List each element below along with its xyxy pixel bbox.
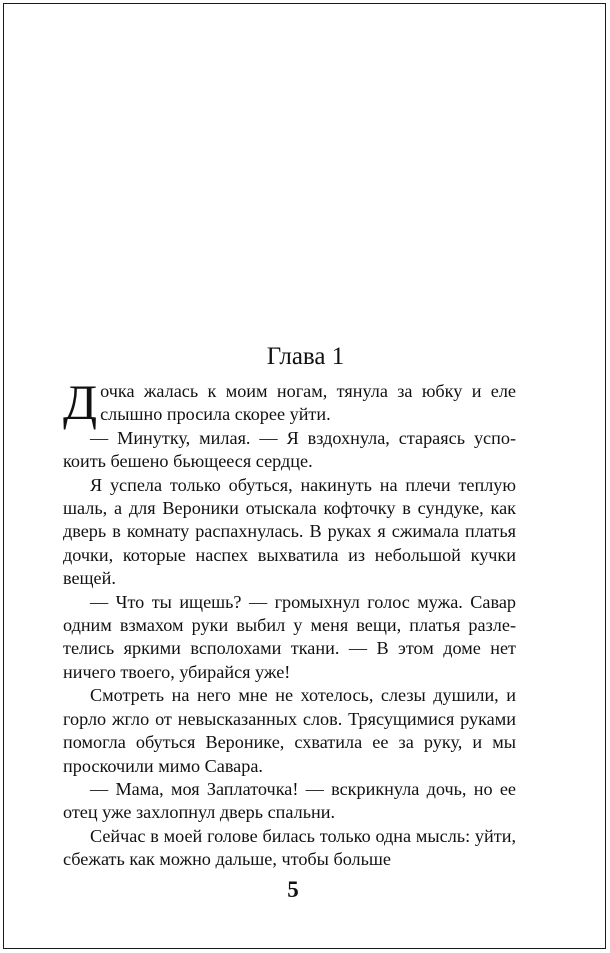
paragraph [63, 374, 516, 430]
body-text [63, 374, 516, 872]
paragraph: Сейчас в моей голове билась только одна мысль: уйти, сбежать как можно дальше, чтобы больше [63, 825, 516, 870]
paragraph: — Минутку, милая. — Я вздохнула, стараясь успокоить бешено бьющееся сердце. [63, 427, 516, 472]
paragraph-text: очка жалась к моим ногам, тянула за юбку и еле слышно просила скорее уйти. [100, 381, 516, 425]
drop-cap: Д [63, 374, 98, 430]
book-page [3, 3, 606, 949]
chapter-title: Глава 1 [266, 343, 345, 370]
paragraph: — Что ты ищешь? — громыхнул голос мужа. Савар одним взмахом руки выбил у меня вещи, платья разлетелись яркими всполохами ткани. — В этом доме нет ничего твоего, убирайся уже! [63, 591, 516, 682]
paragraph: Смотреть на него мне не хотелось, слезы душили, и горло жгло от невысказанных слов. Трясущимися руками помогла обуться Веронике, схватила ее за руку, и мы проскочили мимо Савара. [63, 685, 516, 776]
page-number: 5 [287, 877, 299, 902]
paragraph: Я успела только обуться, накинуть на плечи теплую шаль, а для Вероники отыскала кофточку в сундуке, как дверь в комнату распахнулась. В руках я сжимала платья дочки, которые наспех выхватила из небольшой кучки вещей. [63, 474, 516, 589]
paragraph: — Мама, моя Заплаточка! — вскрикнула дочь, но ее отец уже захлопнул дверь спальни. [63, 778, 516, 823]
